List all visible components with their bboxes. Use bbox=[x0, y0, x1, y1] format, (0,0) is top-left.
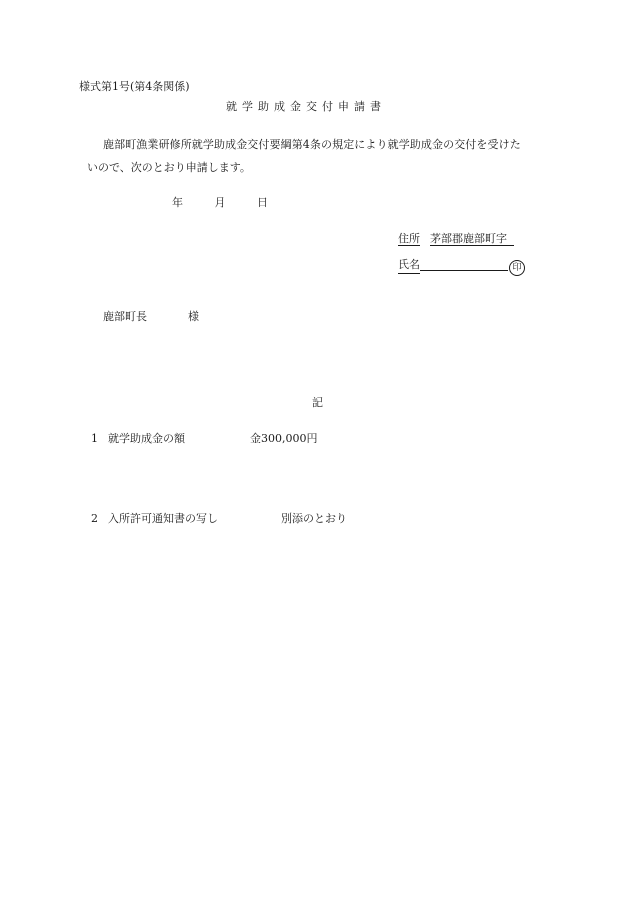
item-value: 金300,000円 bbox=[250, 432, 318, 445]
item-value: 別添のとおり bbox=[281, 512, 347, 525]
address-value: 茅部郡鹿部町字 bbox=[430, 232, 507, 245]
date-month-label: 月 bbox=[214, 196, 226, 209]
item-number: 1 bbox=[91, 432, 98, 445]
applicant-name bbox=[398, 258, 525, 276]
body-text-line-2: いので、次のとおり申請します。 bbox=[87, 161, 251, 174]
item-row-2 bbox=[91, 512, 347, 526]
name-label: 氏名 bbox=[398, 258, 420, 274]
document-title: 就学助成金交付申請書 bbox=[226, 100, 386, 113]
item-label: 入所許可通知書の写し bbox=[108, 512, 218, 525]
name-blank-line bbox=[420, 269, 508, 271]
addressee-name: 鹿部町長 bbox=[103, 310, 147, 323]
item-label: 就学助成金の額 bbox=[108, 432, 185, 445]
address-label: 住所 bbox=[398, 232, 420, 245]
addressee bbox=[103, 310, 199, 324]
form-number: 様式第1号(第4条関係) bbox=[79, 80, 190, 93]
applicant-address bbox=[398, 232, 514, 246]
date-day-label: 日 bbox=[257, 196, 268, 209]
seal-mark: 印 bbox=[509, 260, 525, 276]
item-number: 2 bbox=[91, 512, 98, 525]
date-year-label: 年 bbox=[172, 196, 183, 209]
ki-heading: 記 bbox=[312, 396, 323, 409]
body-text-line-1: 鹿部町漁業研修所就学助成金交付要綱第4条の規定により就学助成金の交付を受けた bbox=[103, 138, 521, 151]
addressee-honorific: 様 bbox=[188, 310, 199, 323]
date-line bbox=[172, 196, 268, 210]
item-row-1 bbox=[91, 432, 318, 446]
